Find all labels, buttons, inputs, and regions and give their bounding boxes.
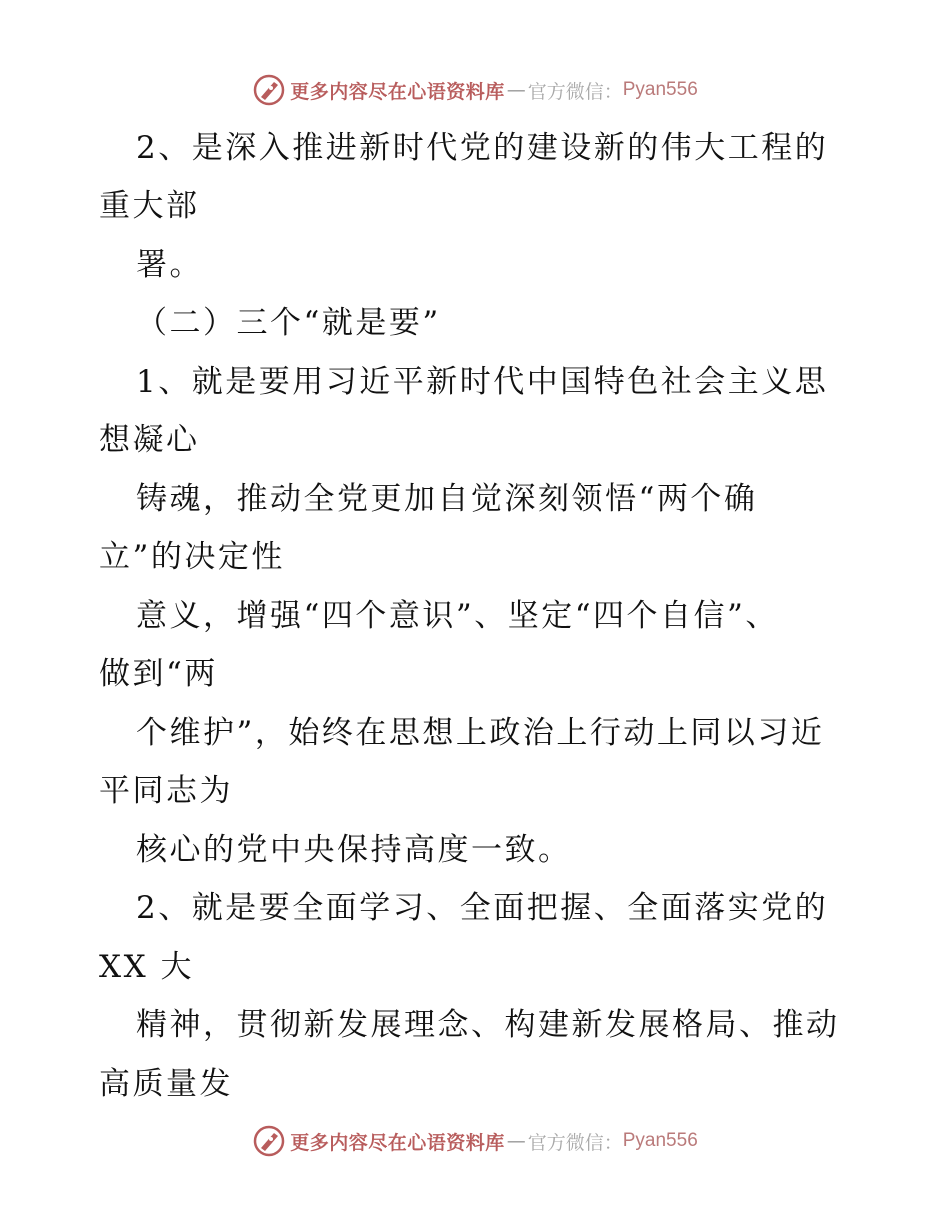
body-line: 2、就是要全面学习、全面把握、全面落实党的 <box>136 890 829 926</box>
body-line: 核心的党中央保持高度一致。 <box>136 832 572 868</box>
pen-nib-logo-icon <box>252 1124 286 1158</box>
body-line: 署。 <box>136 247 203 283</box>
body-line: 高质量发 <box>99 1066 233 1102</box>
watermark-wechat-label: 官方微信： <box>527 1131 623 1154</box>
body-line: 意义，增强“四个意识”、坚定“四个自信”、 <box>136 598 779 634</box>
watermark-wechat-id: Pyan556 <box>622 79 698 100</box>
watermark-text: 更多内容尽在心语资料库 <box>290 80 505 103</box>
body-line: 做到“两 <box>99 656 218 692</box>
watermark-wechat-id: Pyan556 <box>622 1130 698 1151</box>
body-line: 铸魂，推动全党更加自觉深刻领悟“两个确 <box>136 481 758 517</box>
body-line: 重大部 <box>99 188 200 224</box>
body-line: XX 大 <box>99 949 194 985</box>
body-line: 2、是深入推进新时代党的建设新的伟大工程的 <box>136 130 829 166</box>
watermark-dash: — <box>506 1130 526 1152</box>
body-line: 想凝心 <box>99 422 200 458</box>
section-heading: （二）三个“就是要” <box>136 305 441 341</box>
body-line: 平同志为 <box>99 773 233 809</box>
watermark-wechat-label: 官方微信： <box>527 80 623 103</box>
watermark-dash: — <box>506 79 526 101</box>
body-line: 1、就是要用习近平新时代中国特色社会主义思 <box>136 364 829 400</box>
watermark-text: 更多内容尽在心语资料库 <box>290 1131 505 1154</box>
body-line: 立”的决定性 <box>99 539 285 575</box>
body-line: 个维护”，始终在思想上政治上行动上同以习近 <box>136 715 825 751</box>
body-line: 精神，贯彻新发展理念、构建新发展格局、推动 <box>136 1007 840 1043</box>
footer-watermark <box>0 1121 950 1161</box>
